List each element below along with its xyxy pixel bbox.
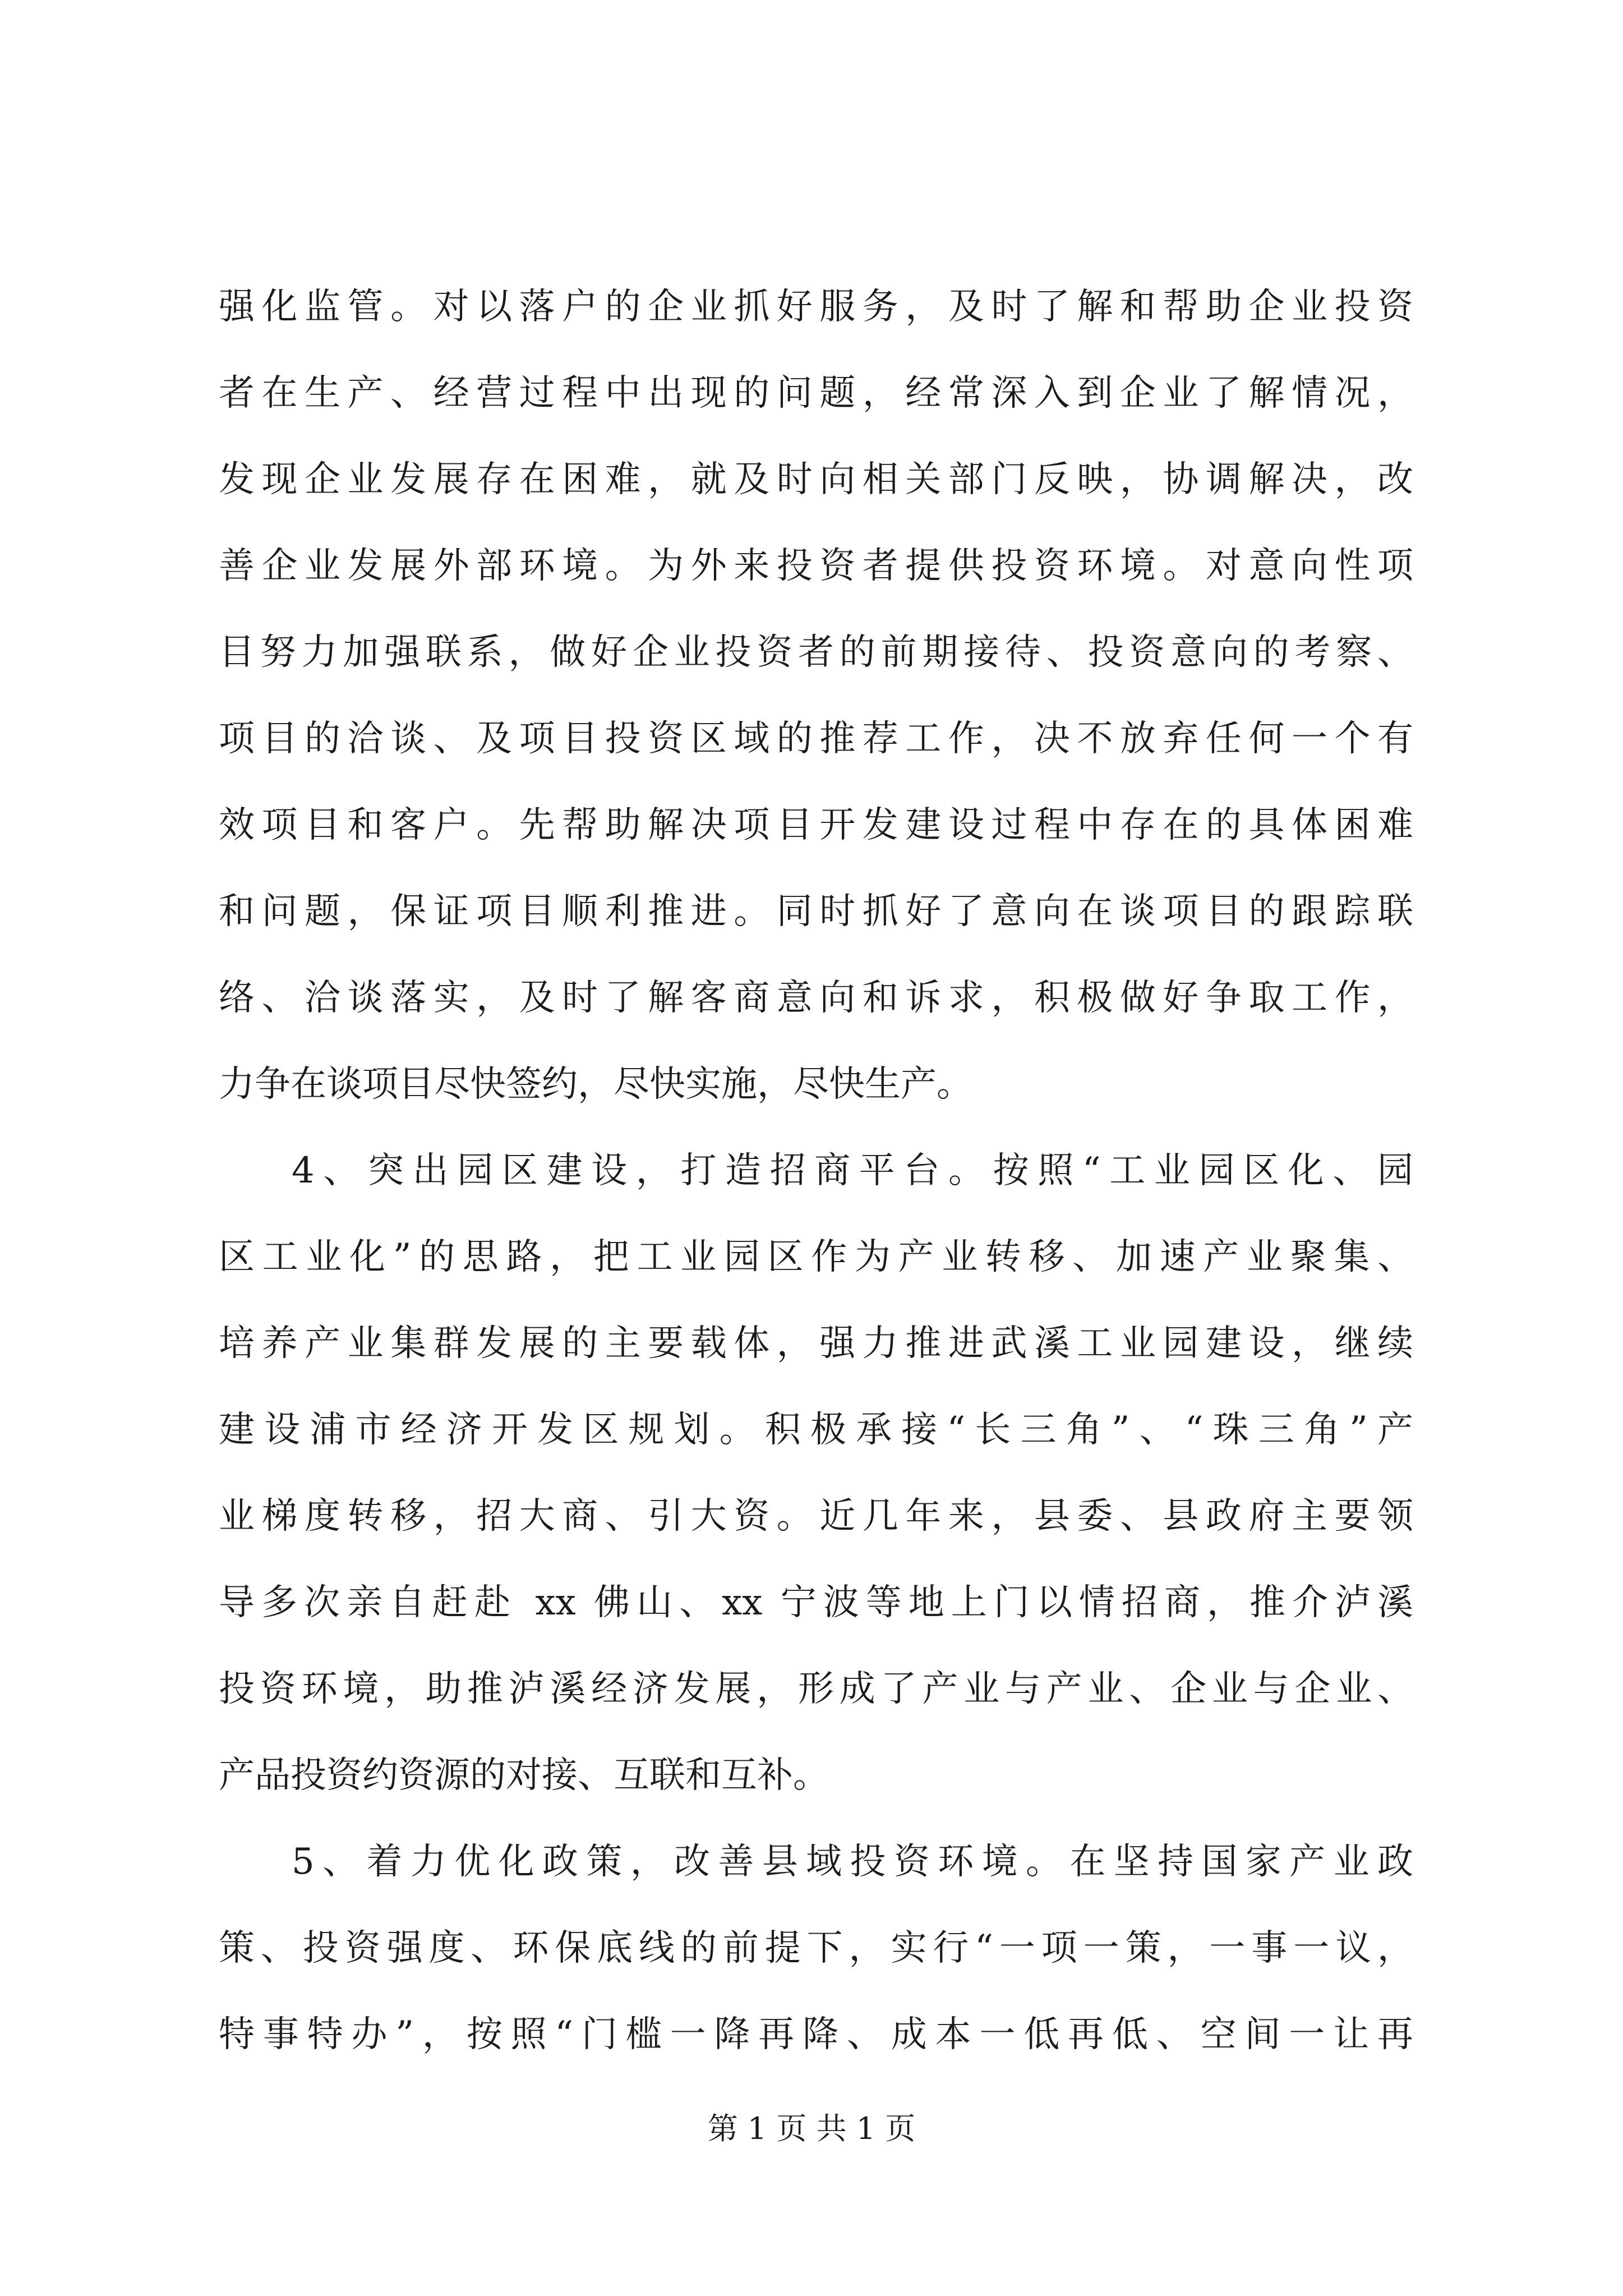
text-line: 导多次亲自赶赴 xx 佛山、xx 宁波等地上门以情招商，推介泸溪 <box>219 1582 1413 1623</box>
text-line: 项目的洽谈、及项目投资区域的推荐工作，决不放弃任何一个有 <box>219 718 1413 760</box>
paragraph-first-line: 5、着力优化政策，改善县域投资环境。在坚持国家产业政 <box>292 1841 1413 1883</box>
page-footer: 第 1 页 共 1 页 <box>707 2111 916 2146</box>
text-line: 培养产业集群发展的主要载体，强力推进武溪工业园建设，继续 <box>219 1323 1413 1364</box>
text-line: 善企业发展外部环境。为外来投资者提供投资环境。对意向性项 <box>219 545 1413 587</box>
text-line: 和问题，保证项目顺利推进。同时抓好了意向在谈项目的跟踪联 <box>219 891 1413 932</box>
text-line: 络、洽谈落实，及时了解客商意向和诉求，积极做好争取工作， <box>219 977 1413 1019</box>
text-line: 强化监管。对以落户的企业抓好服务，及时了解和帮助企业投资 <box>219 286 1413 328</box>
text-line: 投资环境，助推泸溪经济发展，形成了产业与产业、企业与企业、 <box>219 1668 1413 1710</box>
text-line: 建设浦市经济开发区规划。积极承接“长三角”、“珠三角”产 <box>219 1409 1413 1451</box>
text-line: 发现企业发展存在困难，就及时向相关部门反映，协调解决，改 <box>219 459 1413 500</box>
document-body <box>219 264 1413 2078</box>
paragraph-first-line: 4、突出园区建设，打造招商平台。按照“工业园区化、园 <box>292 1150 1413 1191</box>
text-line: 业梯度转移，招大商、引大资。近几年来，县委、县政府主要领 <box>219 1496 1413 1537</box>
paragraph-last-line: 力争在谈项目尽快签约，尽快实施，尽快生产。 <box>219 1064 972 1105</box>
text-line: 特事特办”，按照“门槛一降再降、成本一低再低、空间一让再 <box>219 2014 1413 2055</box>
paragraph-last-line: 产品投资约资源的对接、互联和互补。 <box>219 1755 829 1796</box>
text-line: 目努力加强联系，做好企业投资者的前期接待、投资意向的考察、 <box>219 632 1413 673</box>
text-line: 策、投资强度、环保底线的前提下，实行“一项一策，一事一议， <box>219 1927 1413 1969</box>
text-line: 区工业化”的思路，把工业园区作为产业转移、加速产业聚集、 <box>219 1236 1413 1278</box>
text-line: 者在生产、经营过程中出现的问题，经常深入到企业了解情况， <box>219 372 1413 414</box>
text-line: 效项目和客户。先帮助解决项目开发建设过程中存在的具体困难 <box>219 804 1413 846</box>
